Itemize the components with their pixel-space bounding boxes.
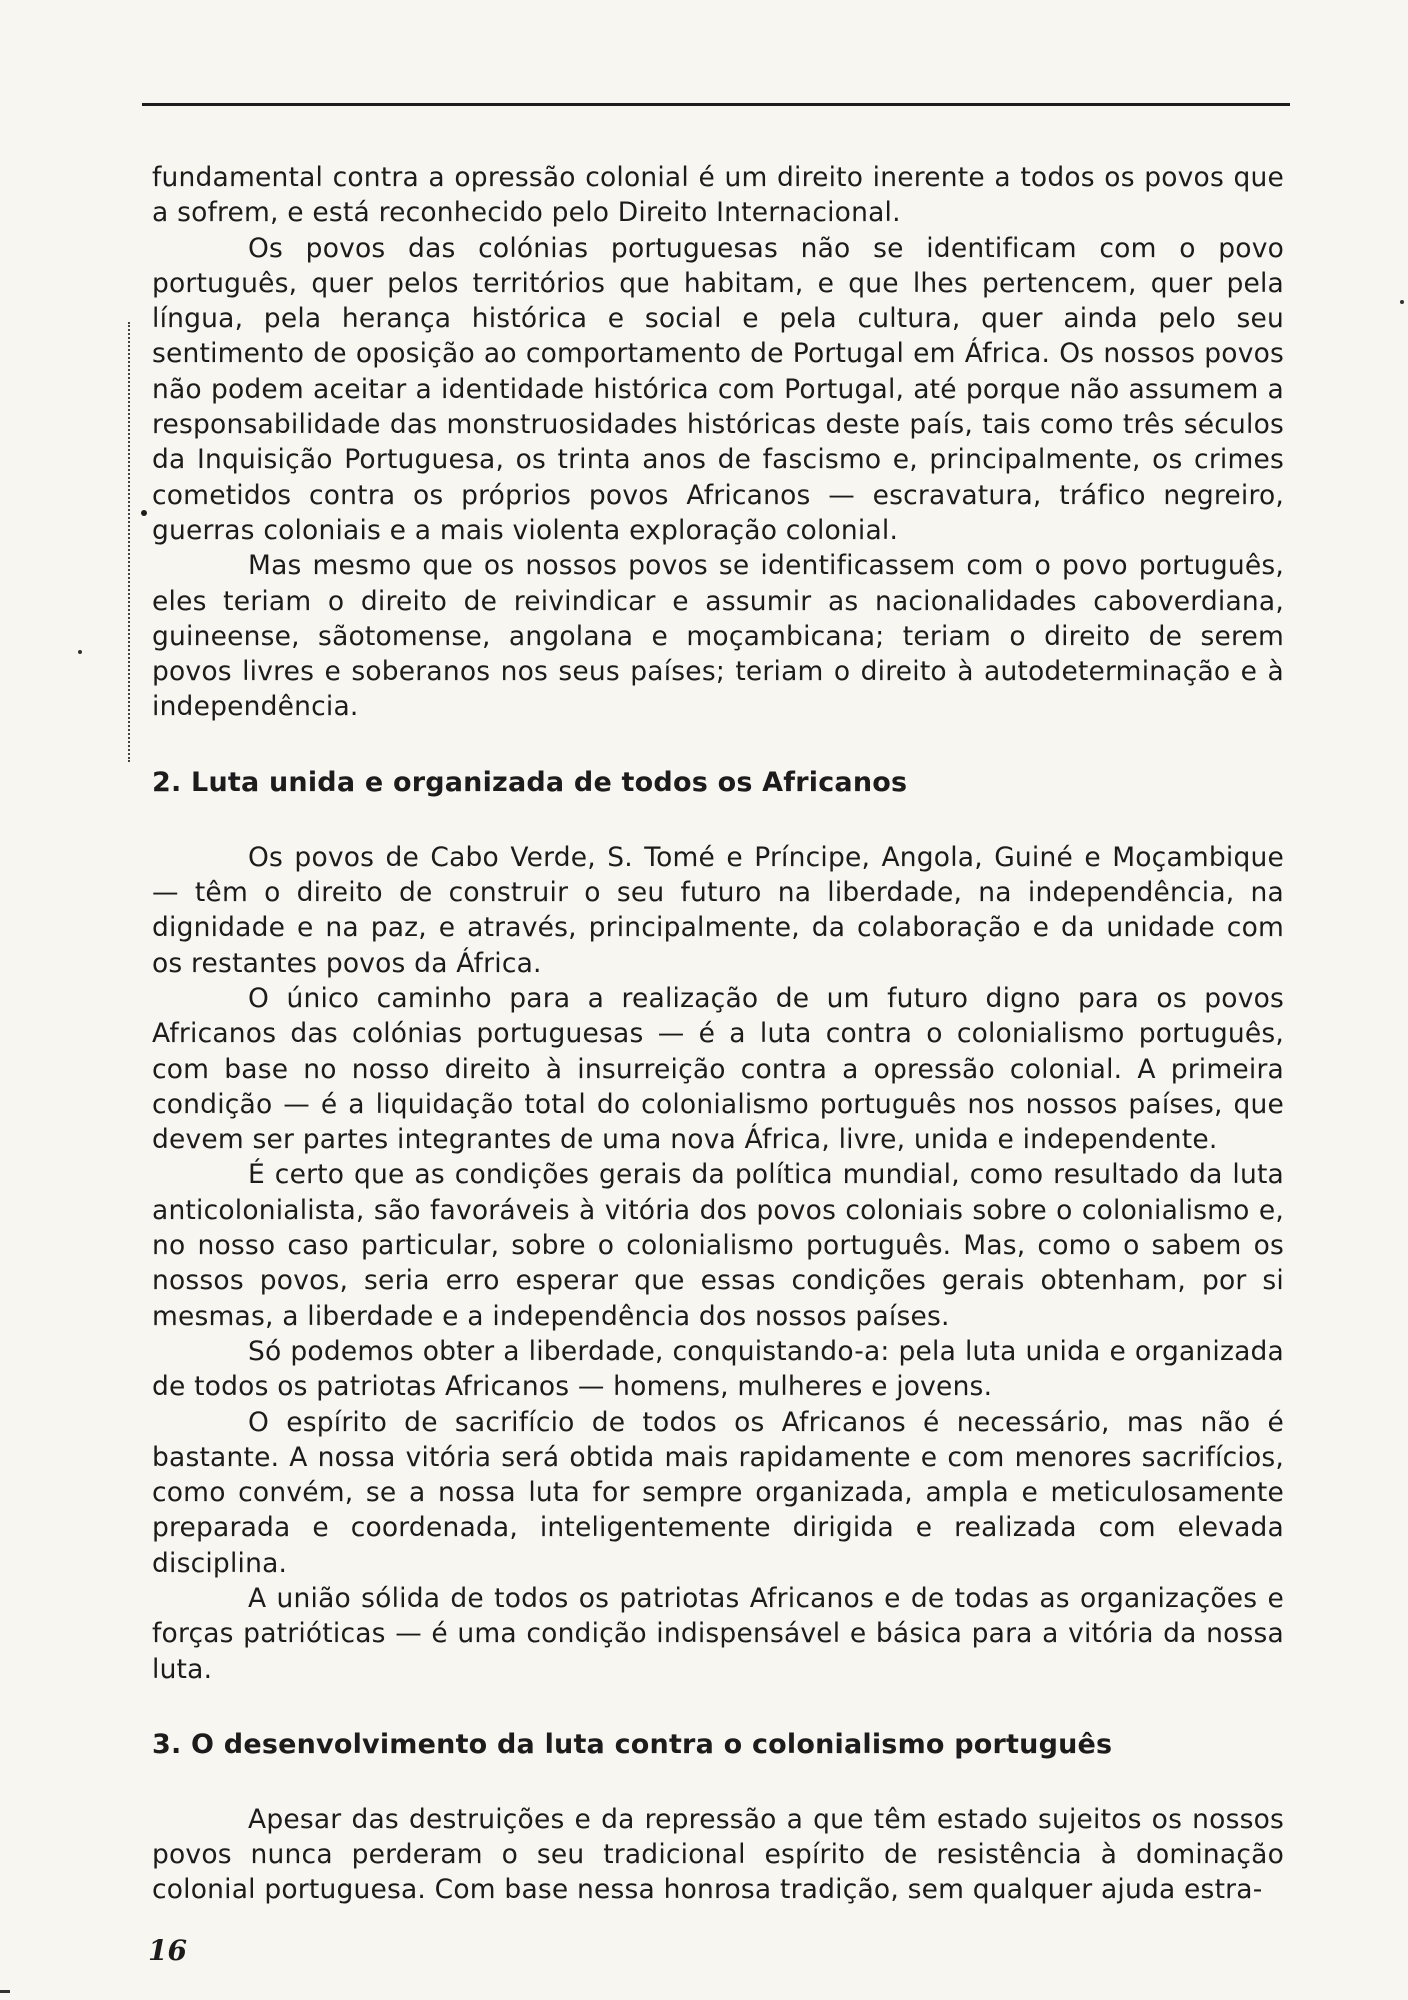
paragraph: O único caminho para a realização de um futuro digno para os povos Africanos das colónias portuguesas — é a luta contra o colonialismo português, com base no nosso direito à insurreição contra a opressão colonial. A primeira condição — é a liquidação total do colonialismo português nos nossos países, que devem ser partes integrantes de uma nova África, livre, unida e independente. bbox=[152, 982, 1284, 1156]
paragraph: Os povos de Cabo Verde, S. Tomé e Príncipe, Angola, Guiné e Moçambique — têm o direito de construir o seu futuro na liberdade, na independência, na dignidade e na paz, e através, principalmente, da colaboração e da unidade com os restantes povos da África. bbox=[152, 841, 1284, 979]
paragraph: A união sólida de todos os patriotas Africanos e de todas as organizações e forças patrióticas — é uma condição indispensável e básica para a vitória da nossa luta. bbox=[152, 1582, 1284, 1685]
scan-speck bbox=[78, 650, 82, 654]
paragraph: O espírito de sacrifício de todos os Africanos é necessário, mas não é bastante. A nossa vitória será obtida mais rapidamente e com menores sacrifícios, como convém, se a nossa luta for sempre organizada, ampla e meticulosamente preparada e coordenada, inteligentemente dirigida e realizada com elevada disciplina. bbox=[152, 1406, 1284, 1579]
margin-annotation-line bbox=[128, 322, 132, 762]
paragraph: Apesar das destruições e da repressão a que têm estado sujeitos os nossos povos nunca perderam o seu tradicional espírito de resistência à dominação colonial portuguesa. Com base nessa honrosa tradição, sem qualquer ajuda estra- bbox=[152, 1803, 1284, 1906]
paragraph: É certo que as condições gerais da política mundial, como resultado da luta anticolonialista, são favoráveis à vitória dos povos coloniais sobre o colonialismo e, no nosso caso particular, sobre o colonialismo português. Mas, como o sabem os nossos povos, seria erro esperar que essas condições gerais obtenham, por si mesmas, a liberdade e a independência dos nossos países. bbox=[152, 1159, 1284, 1332]
margin-annotation-dot bbox=[141, 510, 147, 516]
page-body bbox=[152, 160, 1284, 1908]
page-number: 16 bbox=[148, 1934, 187, 1967]
section-heading: 2. Luta unida e organizada de todos os Africanos bbox=[152, 766, 908, 798]
top-rule bbox=[142, 103, 1290, 106]
paragraph: Só podemos obter a liberdade, conquistando-a: pela luta unida e organizada de todos os patriotas Africanos — homens, mulheres e jovens. bbox=[152, 1335, 1284, 1403]
paragraph: Os povos das colónias portuguesas não se identificam com o povo português, quer pelos territórios que habitam, e que lhes pertencem, quer pela língua, pela herança histórica e social e pela cultura, quer ainda pelo seu sentimento de oposição ao comportamento de Portugal em África. Os nossos povos não podem aceitar a identidade histórica com Portugal, até porque não assumem a responsabilidade das monstruosidades históricas deste país, tais como três séculos da Inquisição Portuguesa, os trinta anos de fascismo e, principalmente, os crimes cometidos contra os próprios povos Africanos — escravatura, tráfico negreiro, guerras coloniais e a mais violenta exploração colonial. bbox=[152, 232, 1284, 546]
scan-speck bbox=[0, 1990, 10, 1993]
paragraph: Mas mesmo que os nossos povos se identificassem com o povo português, eles teriam o direito de reivindicar e assumir as nacionalidades caboverdiana, guineense, sãotomense, angolana e moçambicana; teriam o direito de serem povos livres e soberanos nos seus países; teriam o direito à autodeterminação e à independência. bbox=[152, 550, 1284, 723]
scan-speck bbox=[1400, 300, 1404, 304]
section-heading: 3. O desenvolvimento da luta contra o colonialismo português bbox=[152, 1728, 1113, 1760]
paragraph: fundamental contra a opressão colonial é um direito inerente a todos os povos que a sofrem, e está reconhecido pelo Direito Internacional. bbox=[152, 162, 1284, 229]
